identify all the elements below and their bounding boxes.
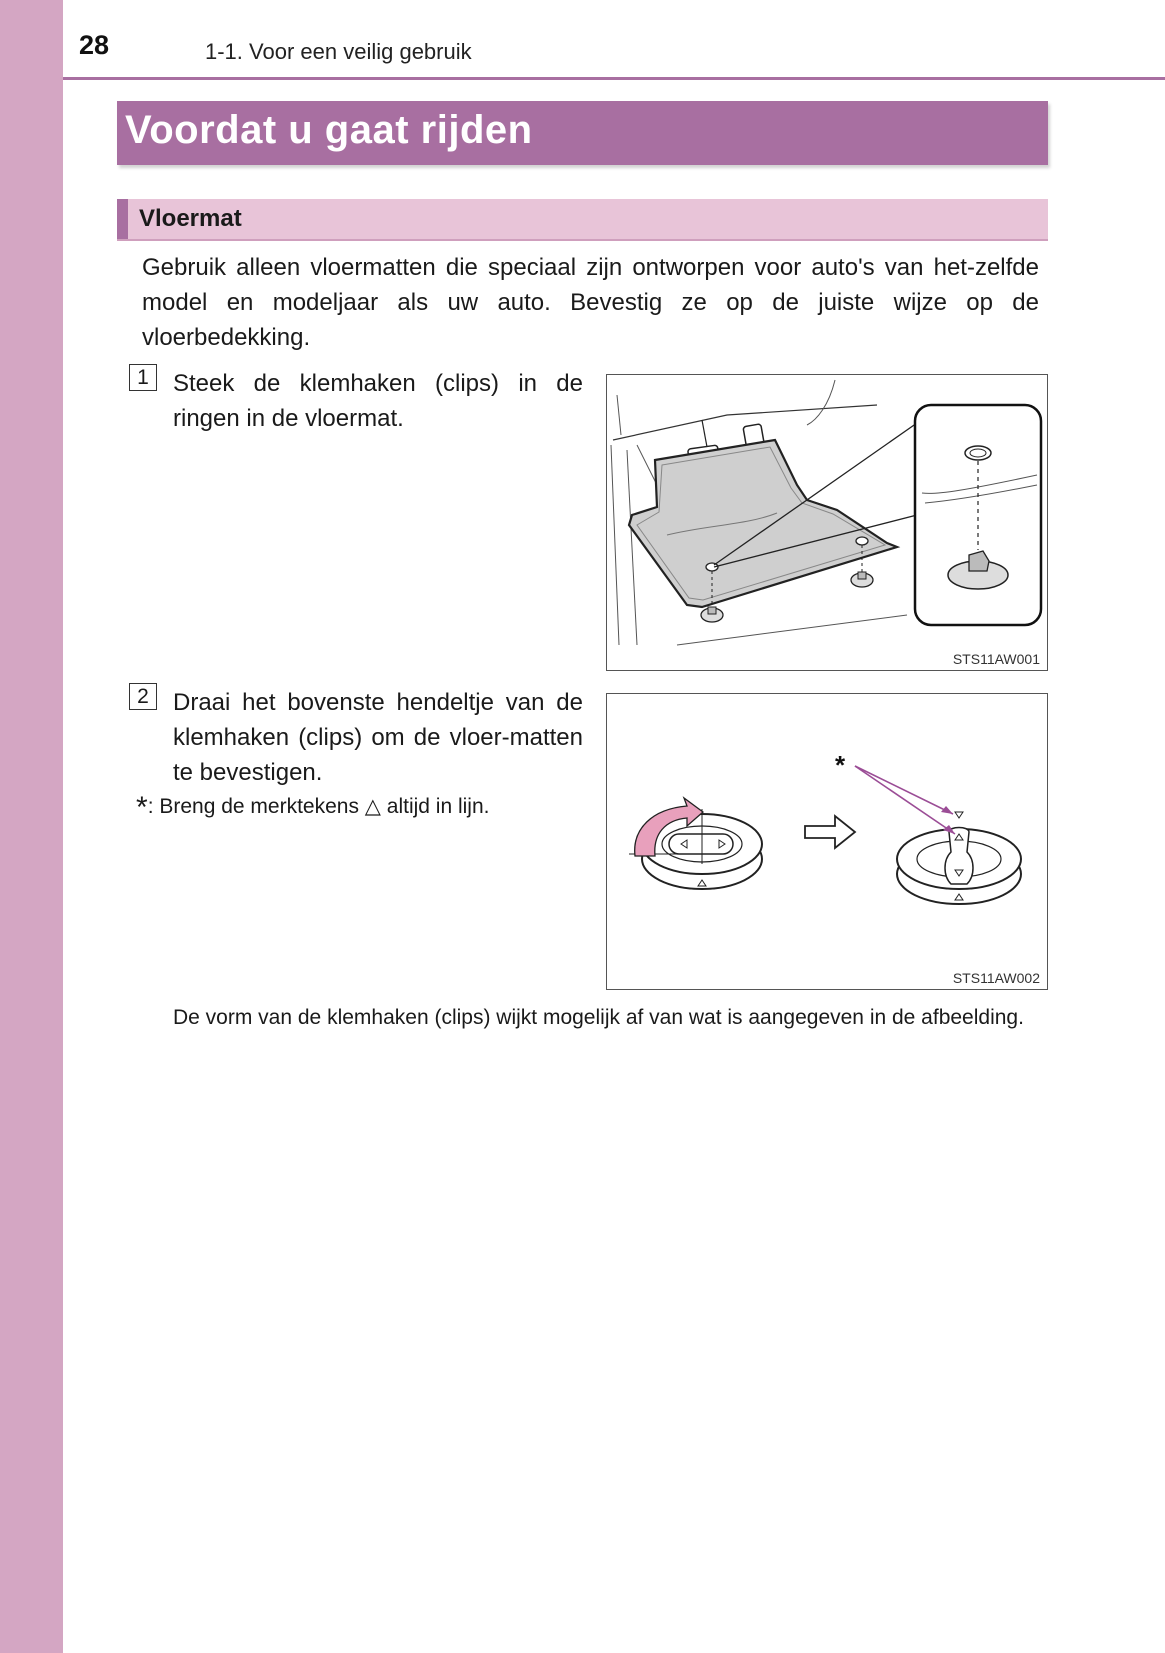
subsection-bar (117, 199, 1048, 241)
section-title: Voordat u gaat rijden (125, 108, 533, 152)
step-2-number: 2 (129, 683, 157, 710)
figure-code: STS11AW002 (952, 970, 1040, 986)
intro-paragraph: Gebruik alleen vloermatten die speciaal zijn ontworpen voor auto's van het-zelfde model en modeljaar als uw auto. Bevestig ze op de juiste wijze op de vloerbedekking. (142, 254, 1039, 351)
callout-line-lower (855, 766, 955, 834)
figure-floor-mat (606, 374, 1048, 671)
figure-clip-rotation (606, 693, 1048, 990)
console-line (617, 395, 621, 435)
sill-line (611, 445, 619, 645)
step-2-text: Draai het bovenste hendeltje van de klemhaken (clips) om de vloer-matten te bevestigen. (173, 689, 583, 786)
section-title-bar (117, 101, 1048, 165)
mat-hole-right (856, 537, 868, 545)
floor-clip-right-hook (858, 572, 866, 579)
floor-clip-left-hook (708, 607, 716, 614)
sill-line-2 (627, 450, 637, 645)
figure-code: STS11AW001 (952, 651, 1040, 667)
footnote: De vorm van de klemhaken (clips) wijkt mogelijk af van wat is aangegeven in de afbeelding. (173, 1006, 1024, 1029)
floor-mat-illustration (607, 375, 1049, 672)
step-1-text: Steek de klemhaken (clips) in de ringen in de vloermat. (173, 370, 583, 432)
clip-rotation-illustration (607, 694, 1049, 991)
note-marker: * (136, 791, 148, 824)
clip-right-mark-ring (955, 812, 963, 818)
running-header: 1-1. Voor een veilig gebruik (205, 39, 472, 64)
note (136, 787, 490, 824)
subsection-title: Vloermat (139, 205, 242, 232)
pedal-arm (702, 420, 707, 447)
clip-detail-box (915, 405, 1041, 625)
step-1-number: 1 (129, 364, 157, 391)
header-rule (63, 77, 1165, 80)
clip-left-lever (669, 834, 733, 854)
transition-arrow-icon (805, 816, 855, 848)
note-text: : Breng de merktekens △ altijd in lijn. (147, 795, 490, 818)
callout-arrowhead-upper (941, 806, 953, 814)
callout-line-upper (855, 766, 953, 814)
callout-marker: * (835, 750, 846, 780)
subsection-accent (117, 199, 128, 239)
page-number: 28 (79, 30, 110, 60)
detail-mat-ring-inner (970, 449, 986, 457)
dash-line (807, 380, 835, 425)
page-sidebar (0, 0, 63, 1653)
